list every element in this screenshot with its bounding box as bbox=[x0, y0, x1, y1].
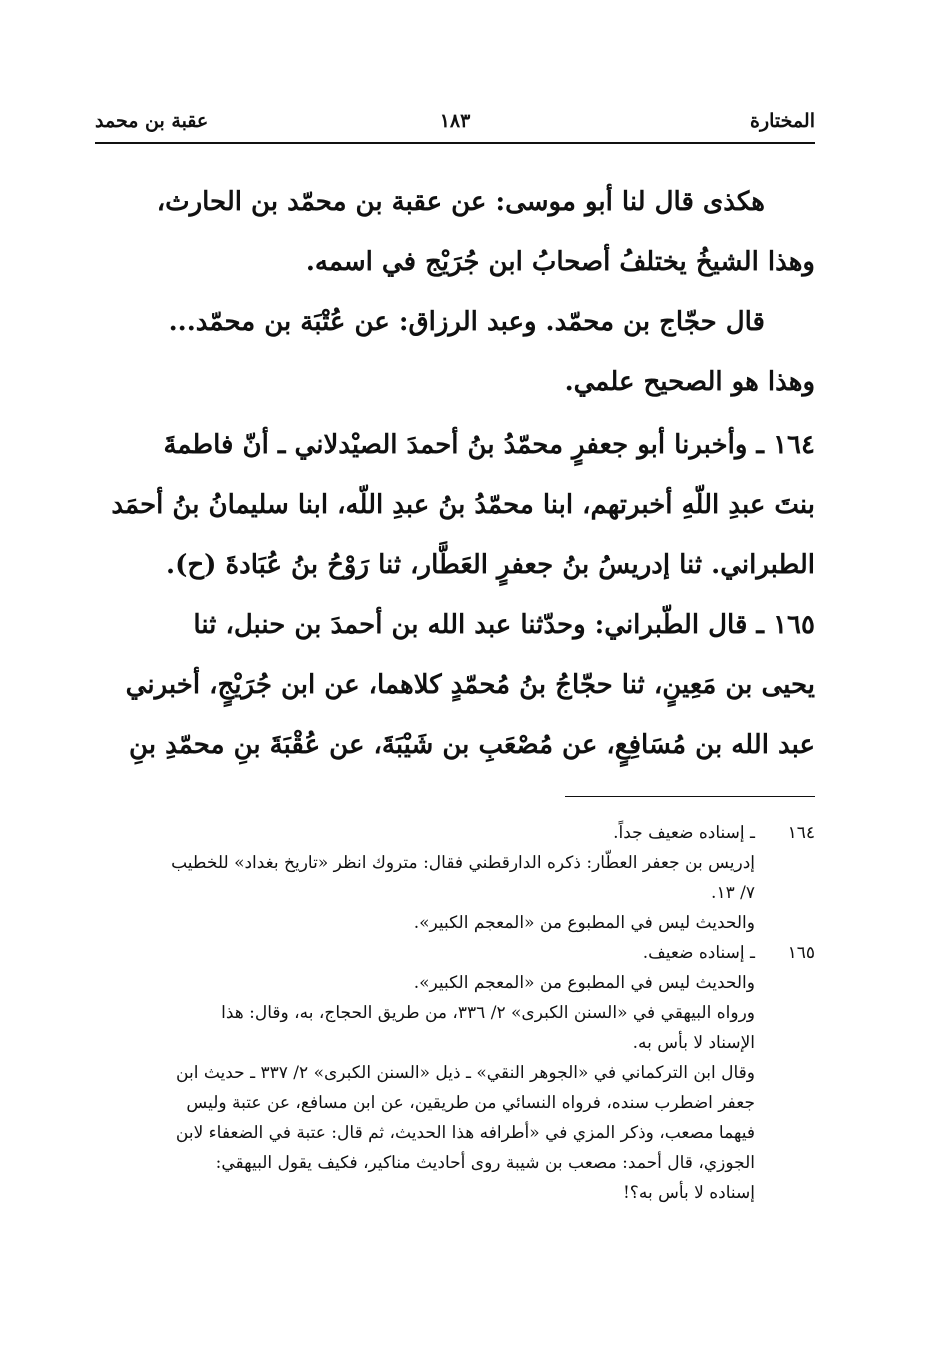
text-line: قال حجّاج بن محمّد. وعبد الرزاق: عن عُتْبَة بن محمّد... bbox=[168, 307, 765, 337]
footnote-line: إدريس بن جعفر العطّار: ذكره الدارقطني فقال: متروك انظر «تاريخ بغداد» للخطيب bbox=[171, 853, 755, 873]
footnote-line: الإسناد لا بأس به. bbox=[632, 1033, 755, 1053]
footnotes bbox=[95, 818, 815, 1208]
footnote-line: ٧/ ١٣. bbox=[711, 883, 755, 903]
paragraph-1 bbox=[95, 172, 815, 292]
book-title: المختارة bbox=[750, 110, 815, 132]
text-line: ١٦٤ ـ وأخبرنا أبو جعفرٍ محمّدُ بنُ أحمدَ الصيْدلاني ـ أنّ فاطمةَ bbox=[163, 430, 815, 460]
footnote-line: ورواه البيهقي في «السنن الكبرى» ٢/ ٣٣٦، من طريق الحجاج، به، وقال: هذا bbox=[221, 1003, 755, 1023]
text-line: عبد الله بن مُسَافِعٍ، عن مُصْعَبِ بن شَيْبَةَ، عن عُقْبَةَ بنِ محمّدِ بنِ bbox=[129, 730, 815, 760]
hadith-164 bbox=[95, 415, 815, 595]
footnote-line: فيهما مصعب، وذكر المزي في «أطرافه هذا الحديث، ثم قال: عتبة في الضعفاء لابن bbox=[175, 1123, 755, 1143]
text-line: هكذى قال لنا أبو موسى: عن عقبة بن محمّد بن الحارث، bbox=[156, 187, 765, 217]
running-header bbox=[95, 108, 815, 144]
hadith-165 bbox=[95, 595, 815, 775]
footnote-line: وقال ابن التركماني في «الجوهر النقي» ـ ذيل «السنن الكبرى» ٢/ ٣٣٧ ـ حديث ابن bbox=[176, 1063, 755, 1083]
footnote-line: ـ إسناده ضعيف جداً. bbox=[613, 823, 755, 843]
page-number: ١٨٣ bbox=[439, 110, 471, 132]
chapter-title: عقبة بن محمد bbox=[95, 110, 209, 132]
text-line: الطبراني. ثنا إدريسُ بنُ جعفرٍ العَطَّار، ثنا رَوْحُ بنُ عُبَادةَ (ح). bbox=[166, 550, 815, 580]
footnote-line: إسناده لا بأس به؟! bbox=[622, 1183, 755, 1203]
footnote-line: ـ إسناده ضعيف. bbox=[642, 943, 755, 963]
text-line: وهذا الشيخُ يختلفُ أصحابُ ابن جُرَيْج في اسمه. bbox=[305, 247, 815, 277]
footnote-separator bbox=[565, 796, 815, 797]
footnote-line: والحديث ليس في المطبوع من «المعجم الكبير». bbox=[413, 973, 755, 993]
footnote-164 bbox=[95, 818, 815, 938]
footnote-line: الجوزي، قال أحمد: مصعب بن شيبة روى أحاديث مناكير، فكيف يقول البيهقي: bbox=[215, 1153, 755, 1173]
paragraph-2 bbox=[95, 292, 815, 412]
text-line: يحيى بن مَعِينٍ، ثنا حجّاجُ بنُ مُحمّدٍ كلاهما، عن ابن جُرَيْجٍ، أخبرني bbox=[125, 670, 815, 700]
footnote-165 bbox=[95, 938, 815, 1208]
text-line: ١٦٥ ـ قال الطّبراني: وحدّثنا عبد الله بن أحمدَ بن حنبل، ثنا bbox=[193, 610, 815, 640]
footnote-line: جعفر اضطرب سنده، فرواه النسائي من طريقين، عن ابن مسافع، عن عتبة وليس bbox=[186, 1093, 755, 1113]
footnote-number: ١٦٥ bbox=[787, 943, 815, 963]
text-line: وهذا هو الصحيح علمي. bbox=[564, 367, 815, 397]
footnote-line: والحديث ليس في المطبوع من «المعجم الكبير». bbox=[413, 913, 755, 933]
footnote-number: ١٦٤ bbox=[787, 823, 815, 843]
text-line: بنتَ عبدِ اللّهِ أخبرتهم، ابنا محمّدُ بنُ عبدِ اللّه، ابنا سليمانُ بنُ أحمَد bbox=[111, 490, 815, 520]
